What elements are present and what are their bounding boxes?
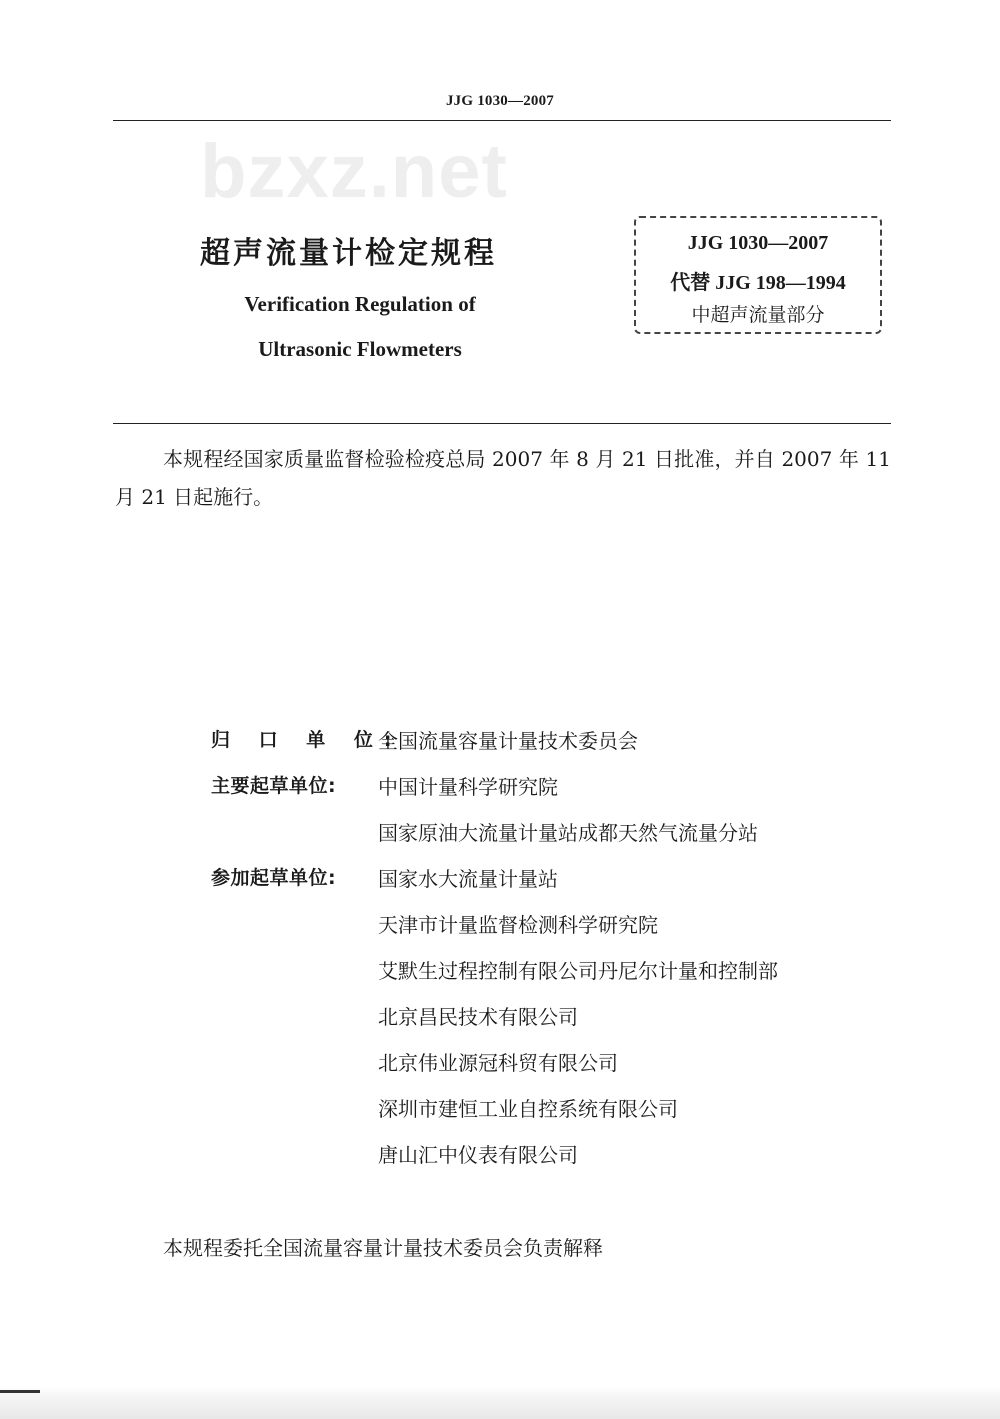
approval-statement: 本规程经国家质量监督检验检疫总局 2007 年 8 月 21 日批准，并自 2007 年 11 月 21 日起施行。 (115, 447, 891, 509)
participating-unit-row (211, 1047, 911, 1093)
responsible-unit-value: 全国流量容量计量技术委员会 (378, 729, 638, 753)
participating-unit-row (211, 955, 911, 1001)
participating-unit-value: 深圳市建恒工业自控系统有限公司 (378, 1097, 678, 1121)
stamp-code: JJG 1030—2007 (687, 232, 829, 254)
replacement-stamp-box (634, 216, 882, 334)
main-drafting-unit-row (211, 817, 911, 863)
stamp-scope: 中超声流量部分 (691, 304, 825, 326)
participating-unit-label: 参加起草单位: (211, 867, 337, 889)
main-drafting-unit-label: 主要起草单位: (211, 775, 337, 797)
header-rule (113, 120, 891, 121)
participating-unit-value: 国家水大流量计量站 (378, 867, 558, 891)
scan-bottom-edge (0, 1386, 1000, 1419)
standard-code-header: JJG 1030—2007 (445, 93, 555, 109)
participating-unit-row (211, 1093, 911, 1139)
participating-unit-row (211, 909, 911, 955)
responsible-unit-label: 归 口 单 位: (211, 729, 403, 751)
participating-unit-row (211, 1001, 911, 1047)
participating-unit-value: 北京伟业源冠科贸有限公司 (378, 1051, 618, 1075)
participating-unit-row (211, 1139, 911, 1185)
interpretation-statement: 本规程委托全国流量容量计量技术委员会负责解释 (163, 1236, 603, 1260)
document-title-english-line1: Verification Regulation of (244, 292, 476, 316)
participating-unit-value: 天津市计量监督检测科学研究院 (378, 913, 658, 937)
main-drafting-unit-row (211, 771, 911, 817)
stamp-replaces: 代替 JJG 198—1994 (670, 272, 846, 294)
responsible-unit-row (211, 725, 911, 771)
participating-unit-value: 北京昌民技术有限公司 (378, 1005, 578, 1029)
document-title-chinese: 超声流量计检定规程 (200, 236, 497, 271)
participating-unit-row (211, 863, 911, 909)
watermark-text: bzxz.net (200, 129, 508, 214)
organizations-section (211, 725, 911, 1185)
participating-unit-value: 唐山汇中仪表有限公司 (378, 1143, 578, 1167)
participating-unit-value: 艾默生过程控制有限公司丹尼尔计量和控制部 (378, 959, 778, 983)
document-title-english-line2: Ultrasonic Flowmeters (258, 337, 462, 361)
main-drafting-unit-value: 中国计量科学研究院 (378, 775, 558, 799)
title-rule (113, 423, 891, 424)
main-drafting-unit-value: 国家原油大流量计量站成都天然气流量分站 (378, 821, 758, 845)
scan-edge-mark (0, 1390, 40, 1393)
